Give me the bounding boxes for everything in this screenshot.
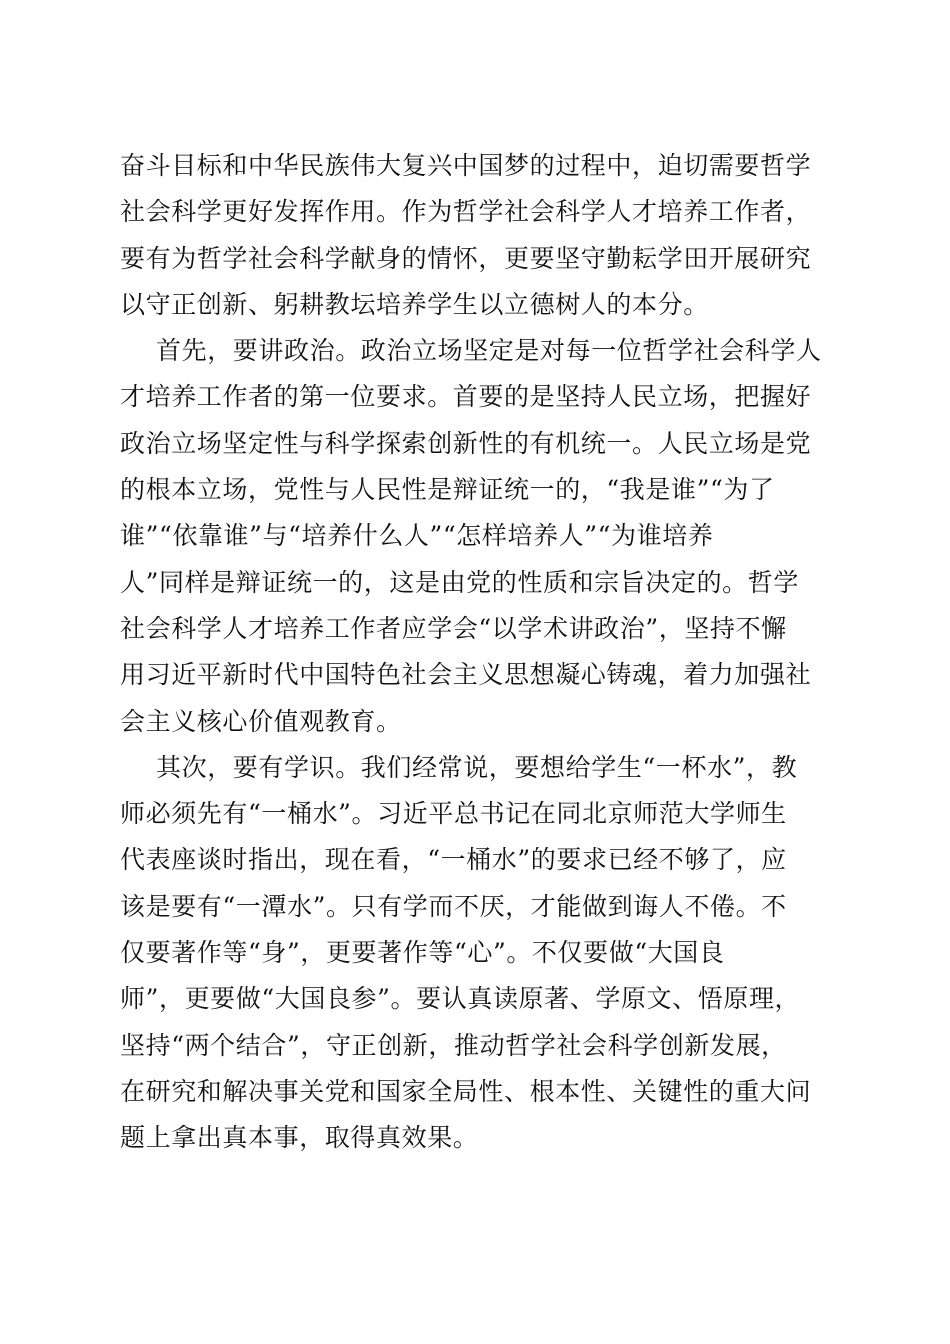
text-line: 要有为哲学社会科学献身的情怀，更要坚守勤耘学田开展研究 xyxy=(120,243,812,273)
text-line: 以守正创新、躬耕教坛培养学生以立德树人的本分。 xyxy=(120,289,709,319)
paragraph xyxy=(120,328,834,745)
text-line: 首先，要讲政治。政治立场坚定是对每一位哲学社会科学人 xyxy=(156,336,822,366)
text-line: 在研究和解决事关党和国家全局性、根本性、关键性的重大问 xyxy=(120,1076,812,1106)
text-line: 师必须先有“一桶水”。习近平总书记在同北京师范大学师生 xyxy=(120,799,787,829)
text-line: 代表座谈时指出，现在看，“一桶水”的要求已经不够了，应 xyxy=(120,845,787,875)
text-line: 社会科学人才培养工作者应学会“以学术讲政治”，坚持不懈 xyxy=(120,613,787,643)
text-line: 会主义核心价值观教育。 xyxy=(120,706,402,736)
text-line: 谁”“依靠谁”与“培养什么人”“怎样培养人”“为谁培养 xyxy=(120,521,714,551)
text-line: 该是要有“一潭水”。只有学而不厌，才能做到诲人不倦。不 xyxy=(120,891,787,921)
text-line: 社会科学更好发挥作用。作为哲学社会科学人才培养工作者， xyxy=(120,197,812,227)
text-line: 其次，要有学识。我们经常说，要想给学生“一杯水”，教 xyxy=(156,752,798,782)
text-line: 政治立场坚定性与科学探索创新性的有机统一。人民立场是党 xyxy=(120,428,812,458)
paragraph xyxy=(120,745,834,1162)
text-line: 用习近平新时代中国特色社会主义思想凝心铸魂，着力加强社 xyxy=(120,660,812,690)
paragraph xyxy=(120,143,834,328)
text-line: 才培养工作者的第一位要求。首要的是坚持人民立场，把握好 xyxy=(120,382,812,412)
text-line: 仅要著作等“身”，更要著作等“心”。不仅要做“大国良 xyxy=(120,938,725,968)
text-line: 师”，更要做“大国良参”。要认真读原著、学原文、悟原理， xyxy=(120,984,801,1014)
text-line: 奋斗目标和中华民族伟大复兴中国梦的过程中，迫切需要哲学 xyxy=(120,151,812,180)
text-line: 坚持“两个结合”，守正创新，推动哲学社会科学创新发展， xyxy=(120,1030,787,1060)
text-line: 题上拿出真本事，取得真效果。 xyxy=(120,1123,479,1153)
document-body xyxy=(120,143,834,1162)
text-line: 人”同样是辩证统一的，这是由党的性质和宗旨决定的。哲学 xyxy=(120,567,799,597)
text-line: 的根本立场，党性与人民性是辩证统一的，“我是谁”“为了 xyxy=(120,475,775,505)
